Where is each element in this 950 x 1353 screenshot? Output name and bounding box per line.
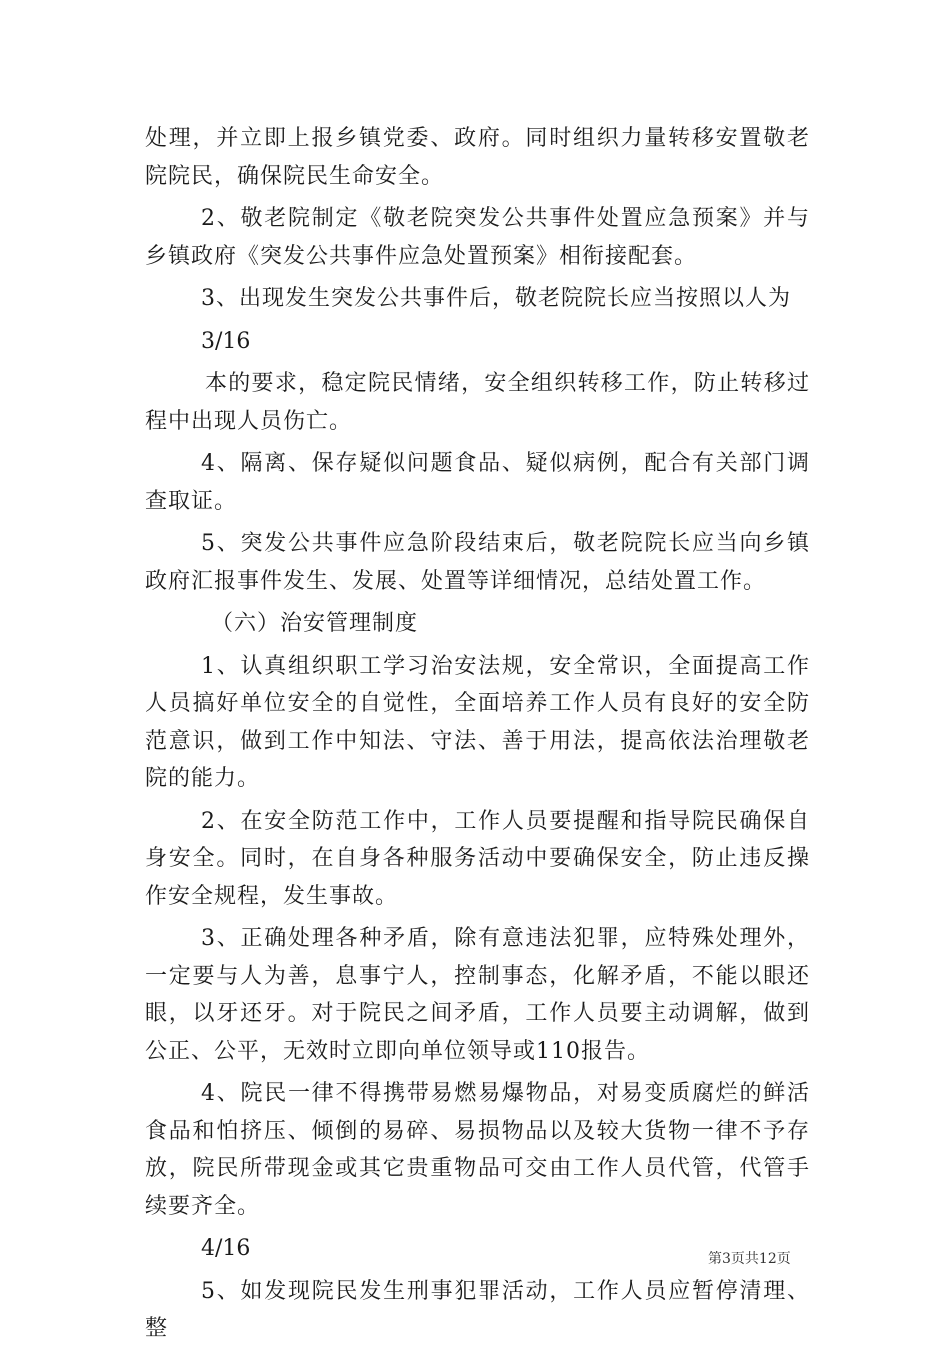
security-item-3: 3、正确处理各种矛盾，除有意违法犯罪，应特殊处理外，一定要与人为善，息事宁人，控制事态，化解矛盾，不能以眼还眼，以牙还牙。对于院民之间矛盾，工作人员要主动调解，做到公正、公平，无效时立即向单位领导或110报告。 <box>145 926 810 1064</box>
inline-page-number: 4/16 <box>201 1236 251 1261</box>
paragraph-item-5: 5、突发公共事件应急阶段结束后，敬老院院长应当向乡镇政府汇报事件发生、发展、处置等详细情况，总结处置工作。 <box>145 531 810 594</box>
paragraph-item-2: 2、敬老院制定《敬老院突发公共事件处置应急预案》并与乡镇政府《突发公共事件应急处置预案》相衔接配套。 <box>145 206 810 269</box>
security-item-5: 5、如发现院民发生刑事犯罪活动，工作人员应暂停清理、整 <box>145 1278 810 1341</box>
paragraph-item-3-continued: 本的要求，稳定院民情绪，安全组织转移工作，防止转移过程中出现人员伤亡。 <box>145 371 810 434</box>
paragraph-continuation: 处理，并立即上报乡镇党委、政府。同时组织力量转移安置敬老院院民，确保院民生命安全。 <box>145 126 810 189</box>
security-item-2: 2、在安全防范工作中，工作人员要提醒和指导院民确保自身安全。同时，在自身各种服务活动中要确保安全，防止违反操作安全规程，发生事故。 <box>145 808 810 909</box>
paragraph-item-4: 4、隔离、保存疑似问题食品、疑似病例，配合有关部门调查取证。 <box>145 451 810 514</box>
paragraph-item-3: 3、出现发生突发公共事件后，敬老院院长应当按照以人为 <box>201 286 791 311</box>
section-heading: （六）治安管理制度 <box>211 611 419 636</box>
security-item-4: 4、院民一律不得携带易燃易爆物品，对易变质腐烂的鲜活食品和怕挤压、倾倒的易碎、易损物品以及较大货物一律不予存放，院民所带现金或其它贵重物品可交由工作人员代管，代管手续要齐全。 <box>145 1081 810 1219</box>
security-item-1: 1、认真组织职工学习治安法规，安全常识，全面提高工作人员搞好单位安全的自觉性，全面培养工作人员有良好的安全防范意识，做到工作中知法、守法、善于用法，提高依法治理敬老院的能力。 <box>145 653 810 791</box>
page-footer: 第3页共12页 <box>708 1251 791 1267</box>
inline-page-number: 3/16 <box>201 328 251 354</box>
document-body <box>145 120 810 1353</box>
